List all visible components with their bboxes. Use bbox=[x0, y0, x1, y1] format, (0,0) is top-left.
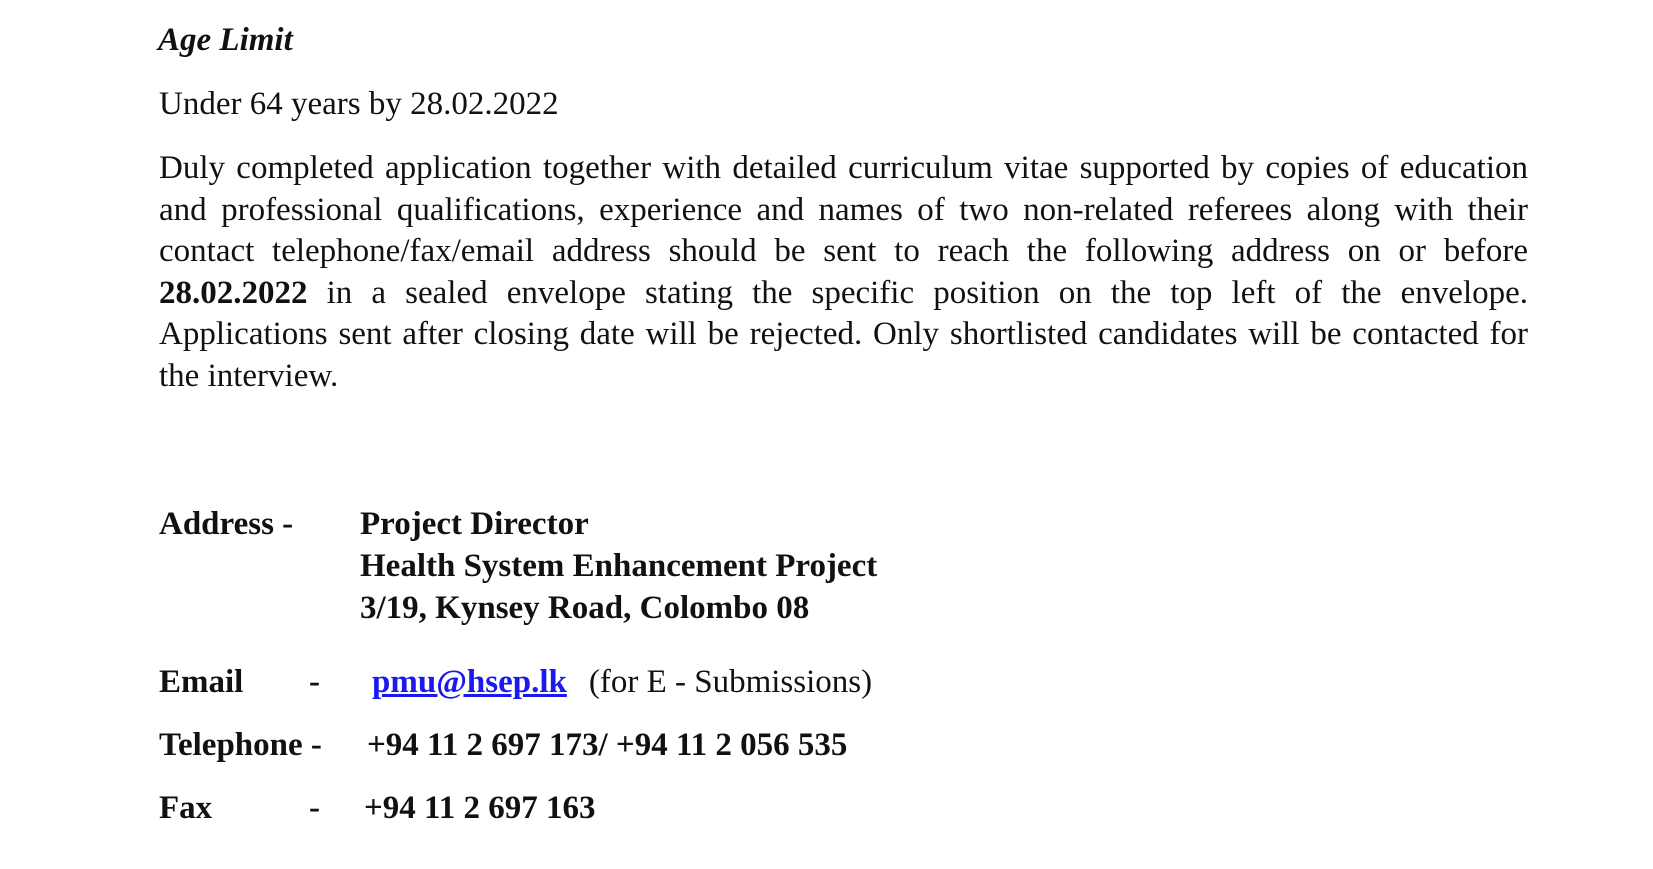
fax-value: +94 11 2 697 163 bbox=[364, 790, 596, 826]
age-limit-text: Under 64 years by 28.02.2022 bbox=[159, 86, 559, 122]
email-label: Email bbox=[159, 664, 244, 700]
closing-date: 28.02.2022 bbox=[159, 274, 308, 311]
address-label: Address - bbox=[159, 506, 294, 542]
email-dash: - bbox=[309, 664, 320, 700]
application-instructions bbox=[159, 148, 1528, 398]
address-line-1: Project Director bbox=[360, 506, 589, 542]
email-link[interactable]: pmu@hsep.lk bbox=[372, 664, 567, 700]
age-limit-heading: Age Limit bbox=[158, 22, 293, 58]
fax-label: Fax bbox=[159, 790, 213, 826]
address-line-2: Health System Enhancement Project bbox=[360, 548, 878, 584]
telephone-value: +94 11 2 697 173/ +94 11 2 056 535 bbox=[367, 727, 848, 763]
address-block bbox=[360, 503, 877, 629]
email-note: (for E - Submissions) bbox=[588, 664, 873, 700]
instructions-text-before-date: Duly completed application together with detailed curriculum vitae supported by copies of education and professional qualifications, experience and names of two non-related referees along with their contact telephone/fax/email address should be sent to reach the following address on or before bbox=[159, 150, 1528, 270]
telephone-label: Telephone - bbox=[159, 727, 322, 763]
instructions-text-after-date: in a sealed envelope stating the specific position on the top left of the envelope. Applications sent after closing date will be rejected. Only shortlisted candidates will be contacted for the interview. bbox=[159, 274, 1529, 394]
address-line-3: 3/19, Kynsey Road, Colombo 08 bbox=[360, 590, 810, 626]
email-row bbox=[372, 661, 872, 703]
fax-dash: - bbox=[309, 790, 320, 826]
